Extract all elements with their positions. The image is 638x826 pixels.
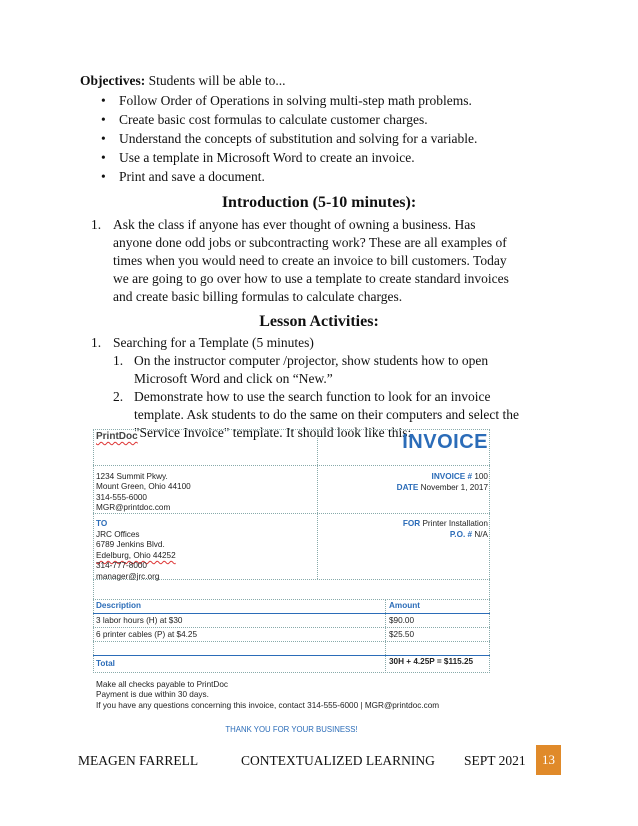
invoice-notes (96, 680, 439, 711)
company-address (96, 472, 191, 514)
objective-item: Follow Order of Operations in solving multi-step math problems. (119, 93, 472, 108)
grid-line (93, 672, 490, 673)
bullet-icon: • (101, 150, 106, 165)
bullet-icon: • (101, 93, 106, 108)
bullet-icon: • (101, 169, 106, 184)
date-label: DATE (396, 483, 419, 492)
sub-item-number: 1. (113, 353, 124, 368)
po-field (450, 530, 488, 540)
bullet-icon: • (101, 112, 106, 127)
address-line: 1234 Summit Pkwy. (96, 472, 168, 481)
to-line (96, 551, 176, 561)
note-line: If you have any questions concerning this invoice, contact 314-555-6000 | MGR@printdoc.com (96, 700, 440, 710)
to-line: manager@jrc.org (96, 571, 160, 581)
introduction-line: and create basic billing formulas to calculate charges. (113, 289, 403, 304)
po-label: P.O. # (449, 530, 473, 539)
thank-you-text: THANK YOU FOR YOUR BUSINESS! (225, 725, 358, 734)
address-line: MGR@printdoc.com (96, 503, 171, 513)
grid-line (385, 599, 386, 673)
total-label: Total (96, 659, 115, 668)
objective-item: Print and save a document. (119, 169, 265, 184)
for-label: FOR (402, 519, 421, 528)
invoice-date (397, 483, 488, 493)
page-number-badge: 13 (536, 745, 561, 775)
invoice-template-image (93, 429, 490, 741)
objectives-line (80, 72, 285, 90)
sub-item-line: Microsoft Word and click on “New.” (134, 371, 333, 386)
footer-course: CONTEXTUALIZED LEARNING (241, 753, 435, 768)
col-description: Description (96, 601, 142, 610)
line-item-description: 3 labor hours (H) at $30 (96, 616, 183, 625)
line-item-amount: $90.00 (389, 616, 415, 625)
grid-line (93, 641, 490, 642)
introduction-heading: Introduction (5-10 minutes): (221, 194, 417, 211)
invoice-title: INVOICE (402, 431, 488, 453)
invoice-number-value: 100 (474, 472, 488, 481)
sub-item-line: On the instructor computer /projector, show students how to open (134, 353, 489, 368)
introduction-line: we are going to go over how to use a template to create standard invoices (113, 271, 509, 286)
bullet-icon: • (101, 131, 106, 146)
grid-line (93, 599, 490, 600)
note-line: Payment is due within 30 days. (96, 690, 209, 700)
company-name (96, 431, 138, 442)
company-name-text: PrintDoc (96, 431, 138, 442)
grid-line (93, 465, 490, 466)
sub-item-line: Demonstrate how to use the search function to look for an invoice (134, 389, 491, 404)
to-label: TO (96, 519, 108, 528)
grid-line (93, 429, 490, 430)
note-text: Make all checks payable to PrintDoc (96, 680, 228, 689)
total-rule (93, 655, 490, 656)
objective-item: Use a template in Microsoft Word to create an invoice. (119, 150, 415, 165)
lesson-heading: Lesson Activities: (259, 313, 379, 330)
grid-line (317, 429, 318, 579)
objective-item: Understand the concepts of substitution and solving for a variable. (119, 131, 478, 146)
introduction-number: 1. (91, 217, 102, 232)
objectives-label: Objectives: (80, 73, 146, 88)
grid-line (93, 627, 490, 628)
address-line: Mount Green, Ohio 44100 (96, 482, 191, 492)
total-value: 30H + 4.25P = $115.25 (389, 657, 474, 666)
objectives-intro: Students will be able to... (145, 73, 286, 88)
introduction-line: times when you would need to create an invoice to bill customers. Today (113, 253, 507, 268)
to-line: 6789 Jenkins Blvd. (96, 540, 165, 550)
col-amount: Amount (389, 601, 420, 610)
po-value: N/A (474, 530, 488, 539)
for-value: Printer Installation (422, 519, 488, 528)
lesson-item-number: 1. (91, 335, 102, 350)
invoice-number (432, 472, 488, 482)
address-line: 314-555-6000 (96, 492, 147, 502)
note-line (96, 680, 439, 690)
to-line: JRC Offices (96, 530, 140, 539)
sub-item-number: 2. (113, 389, 124, 404)
to-line: 314-777-8000 (96, 561, 147, 571)
for-field (403, 519, 488, 529)
footer-date: SEPT 2021 (464, 753, 526, 768)
invoice-number-label: INVOICE # (431, 472, 473, 481)
table-header-rule (93, 613, 490, 614)
to-line-text: Edelburg, Ohio 44252 (96, 550, 176, 560)
introduction-line: Ask the class if anyone has ever thought of owning a business. Has (113, 217, 476, 232)
introduction-line: anyone done odd jobs or subcontracting work? These are all examples of (113, 235, 507, 250)
line-item-description: 6 printer cables (P) at $4.25 (96, 630, 198, 639)
to-address (96, 530, 176, 582)
footer-author: MEAGEN FARRELL (78, 753, 199, 768)
lesson-item-text: Searching for a Template (5 minutes) (113, 335, 314, 350)
sub-item-line: "Service Invoice" template. It should look like this: (134, 425, 412, 440)
sub-item-line: template. Ask students to do the same on their computers and select the (134, 407, 520, 422)
date-value: November 1, 2017 (420, 483, 488, 492)
line-item-amount: $25.50 (389, 630, 415, 639)
objective-item: Create basic cost formulas to calculate customer charges. (119, 112, 428, 127)
